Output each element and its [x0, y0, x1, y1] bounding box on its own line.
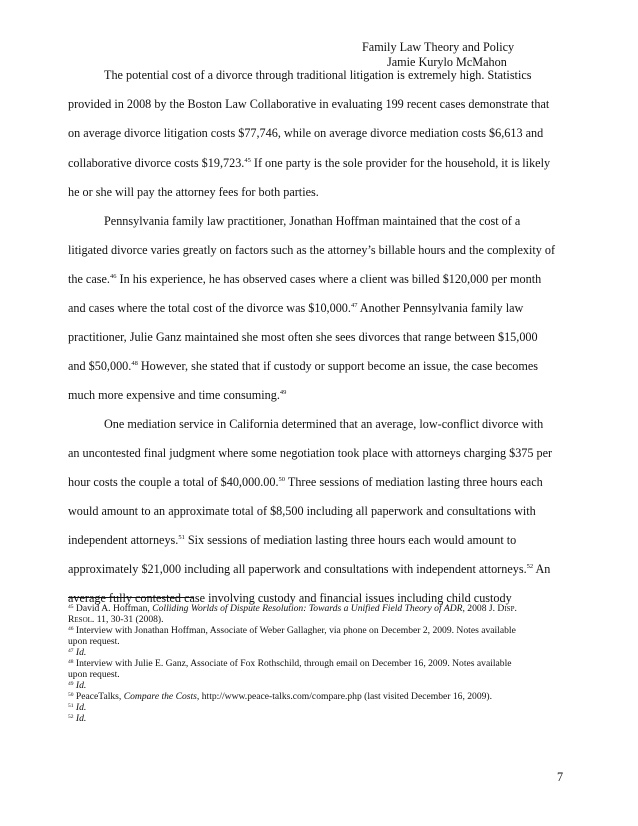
footnote-48-cont: upon request.	[68, 669, 120, 680]
footnote-51: $^{51}$ Id.	[68, 702, 87, 713]
footnote-46: $^{46}$ Interview with Jonathan Hoffman, Associate of Weber Gallagher, via phone on December 2, 2009. Notes available	[68, 625, 516, 636]
body-line: average fully contested case involving custody and financial issues including child custody	[68, 591, 512, 605]
footnote-ref[interactable]: 45	[244, 157, 251, 164]
footnote-45-cont: Resol. 11, 30-31 (2008).	[68, 614, 164, 625]
body-line: on average divorce litigation costs $77,746, while on average divorce mediation costs $6,613 and	[68, 126, 544, 140]
footnote-ref[interactable]: 51	[178, 534, 185, 541]
footnote-49: $^{49}$ Id.	[68, 680, 87, 691]
body-line: he or she will pay the attorney fees for both parties.	[68, 185, 319, 199]
running-header-author: Jamie Kurylo McMahon	[387, 55, 507, 69]
body-line: collaborative divorce costs $19,723.45 If one party is the sole provider for the household, it is likely	[68, 156, 551, 170]
footnote-separator	[68, 597, 193, 598]
body-line: litigated divorce varies greatly on factors such as the attorney’s billable hours and the complexity of	[68, 243, 556, 257]
footnote-46-cont: upon request.	[68, 636, 120, 647]
body-line: the case.$^{46}$ In his experience, he has observed cases where a client was billed $120,000 per month	[68, 272, 542, 286]
footnote-ref[interactable]: 50	[278, 476, 286, 483]
body-line: would amount to an approximate total of $8,500 including all paperwork and consultations with	[68, 504, 536, 518]
body-line: independent attorneys.$^{51}$ Six sessions of mediation lasting three hours each would amount to	[68, 533, 517, 547]
body-line: provided in 2008 by the Boston Law Collaborative in evaluating 199 recent cases demonstrate that	[68, 97, 550, 111]
footnote-ref[interactable]: 47	[350, 302, 358, 309]
body-line: an uncontested final judgment where some negotiation took place with attorneys charging $375 per	[68, 446, 553, 460]
footnote-52: $^{52}$ Id.	[68, 713, 87, 724]
body-line: The potential cost of a divorce through traditional litigation is extremely high. Statistics	[104, 68, 532, 82]
body-line: much more expensive and time consuming.$^{49}$	[68, 388, 287, 402]
footnote-47: $^{47}$ Id.	[68, 647, 87, 658]
body-line: and cases where the total cost of the divorce was $10,000.47 Another Pennsylvania family law	[68, 301, 524, 315]
footnote-ref[interactable]: 48	[131, 360, 138, 367]
page-number: 7	[557, 770, 564, 784]
footnote-50: $^{50}$ PeaceTalks, Compare the Costs, http://www.peace-talks.com/compare.php (last visited December 16, 2009).	[68, 691, 493, 702]
footnote-ref[interactable]: 52	[526, 563, 534, 570]
footnote-ref[interactable]: 46	[109, 273, 117, 280]
body-line: and $50,000.48 However, she stated that if custody or support become an issue, the case becomes	[68, 359, 539, 373]
body-line: practitioner, Julie Ganz maintained she most often she sees divorces that range between $15,000	[68, 330, 538, 344]
footnote-ref[interactable]: 49	[279, 389, 287, 396]
body-line: hour costs the couple a total of $40,000.00.50 Three sessions of mediation lasting three hours each	[68, 475, 543, 489]
footnote-48: $^{48}$ Interview with Julie E. Ganz, Associate of Fox Rothschild, through email on December 16, 2009. Notes available	[68, 658, 512, 669]
footnote-45: $^{45}$ David A. Hoffman, Colliding Worlds of Dispute Resolution: Towards a Unified Field Theory of ADR, 2008 J. Disp.	[68, 603, 517, 614]
running-header-title: Family Law Theory and Policy	[362, 40, 515, 54]
body-line: One mediation service in California determined that an average, low-conflict divorce with	[104, 417, 544, 431]
body-line: approximately $21,000 including all paperwork and consultations with independent attorneys.$^{52}$ An	[68, 562, 551, 576]
body-line: Pennsylvania family law practitioner, Jonathan Hoffman maintained that the cost of a	[104, 214, 521, 228]
